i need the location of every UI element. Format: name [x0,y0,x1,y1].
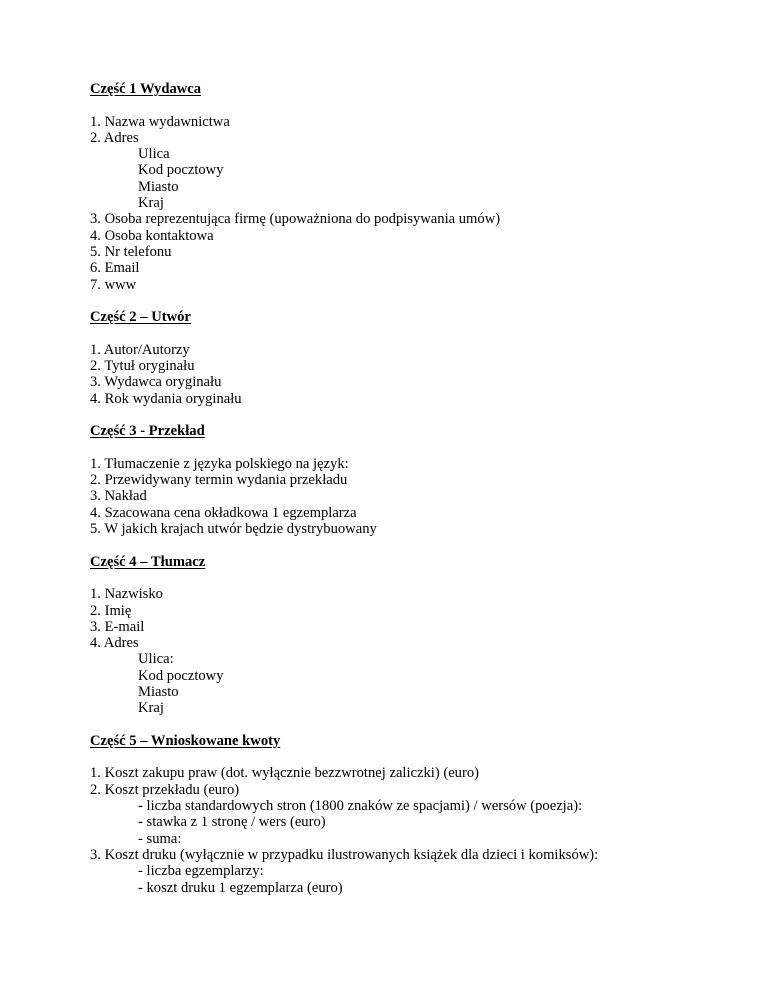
spacer [90,407,730,423]
sub-list-item: Kod pocztowy [138,667,224,684]
list-item: 7. www [90,276,137,293]
section-heading: Część 5 – Wnioskowane kwoty [90,732,281,749]
list-item: 4. Szacowana cena okładkowa 1 egzemplarza [90,504,357,521]
list-item: 4. Adres [90,635,139,652]
sub-list-item: - liczba egzemplarzy: [138,863,264,880]
sub-list-item: Ulica: [138,651,174,668]
list-item: 1. Tłumaczenie z języka polskiego na język: [90,455,349,472]
list-item: 2. Koszt przekładu (euro) [90,781,240,798]
sub-list-item: Kraj [138,195,164,212]
section-2 [90,309,730,423]
section-1 [90,81,730,309]
sub-list-item: - koszt druku 1 egzemplarza (euro) [138,879,343,896]
section-heading: Część 3 - Przekład [90,423,205,440]
list-item: 5. W jakich krajach utwór będzie dystrybuowany [90,521,377,538]
spacer [90,749,730,765]
spacer [90,717,730,733]
spacer [90,537,730,553]
spacer [90,97,730,113]
section-heading: Część 4 – Tłumacz [90,553,206,570]
list-item: 2. Adres [90,129,139,146]
spacer [90,325,730,341]
list-item: 3. Osoba reprezentująca firmę (upoważniona do podpisywania umów) [90,211,501,228]
section-3 [90,423,730,553]
sub-list-item: - stawka z 1 stronę / wers (euro) [138,814,326,831]
document-page [90,81,730,896]
list-item: 5. Nr telefonu [90,243,172,260]
spacer [90,440,730,456]
list-item: 3. Wydawca oryginału [90,374,222,391]
list-item: 2. Tytuł oryginału [90,358,195,375]
spacer [90,293,730,309]
list-item: 3. Nakład [90,488,147,505]
list-item: 3. Koszt druku (wyłącznie w przypadku ilustrowanych książek dla dzieci i komiksów): [90,846,599,863]
sub-list-item: - liczba standardowych stron (1800 znaków ze spacjami) / wersów (poezja): [138,798,583,815]
sub-list-item: Kraj [138,700,164,717]
list-item: 3. E-mail [90,618,145,635]
section-heading: Część 2 – Utwór [90,309,191,326]
sub-list-item: Ulica [138,146,170,163]
list-item: 2. Przewidywany termin wydania przekładu [90,472,348,489]
section-4 [90,554,730,733]
sub-list-item: Miasto [138,683,179,700]
section-heading: Część 1 Wydawca [90,81,202,97]
sub-list-item: Miasto [138,178,179,195]
list-item: 1. Nazwisko [90,586,163,603]
list-item: 4. Rok wydania oryginału [90,390,242,407]
list-item: 6. Email [90,260,140,277]
list-item: 1. Nazwa wydawnictwa [90,113,230,130]
list-item: 1. Autor/Autorzy [90,341,190,358]
list-item: 2. Imię [90,602,132,619]
list-item: 4. Osoba kontaktowa [90,227,214,244]
list-item: 1. Koszt zakupu praw (dot. wyłącznie bezzwrotnej zaliczki) (euro) [90,765,479,782]
section-5 [90,733,730,896]
sub-list-item: - suma: [138,830,182,847]
spacer [90,570,730,586]
sub-list-item: Kod pocztowy [138,162,224,179]
